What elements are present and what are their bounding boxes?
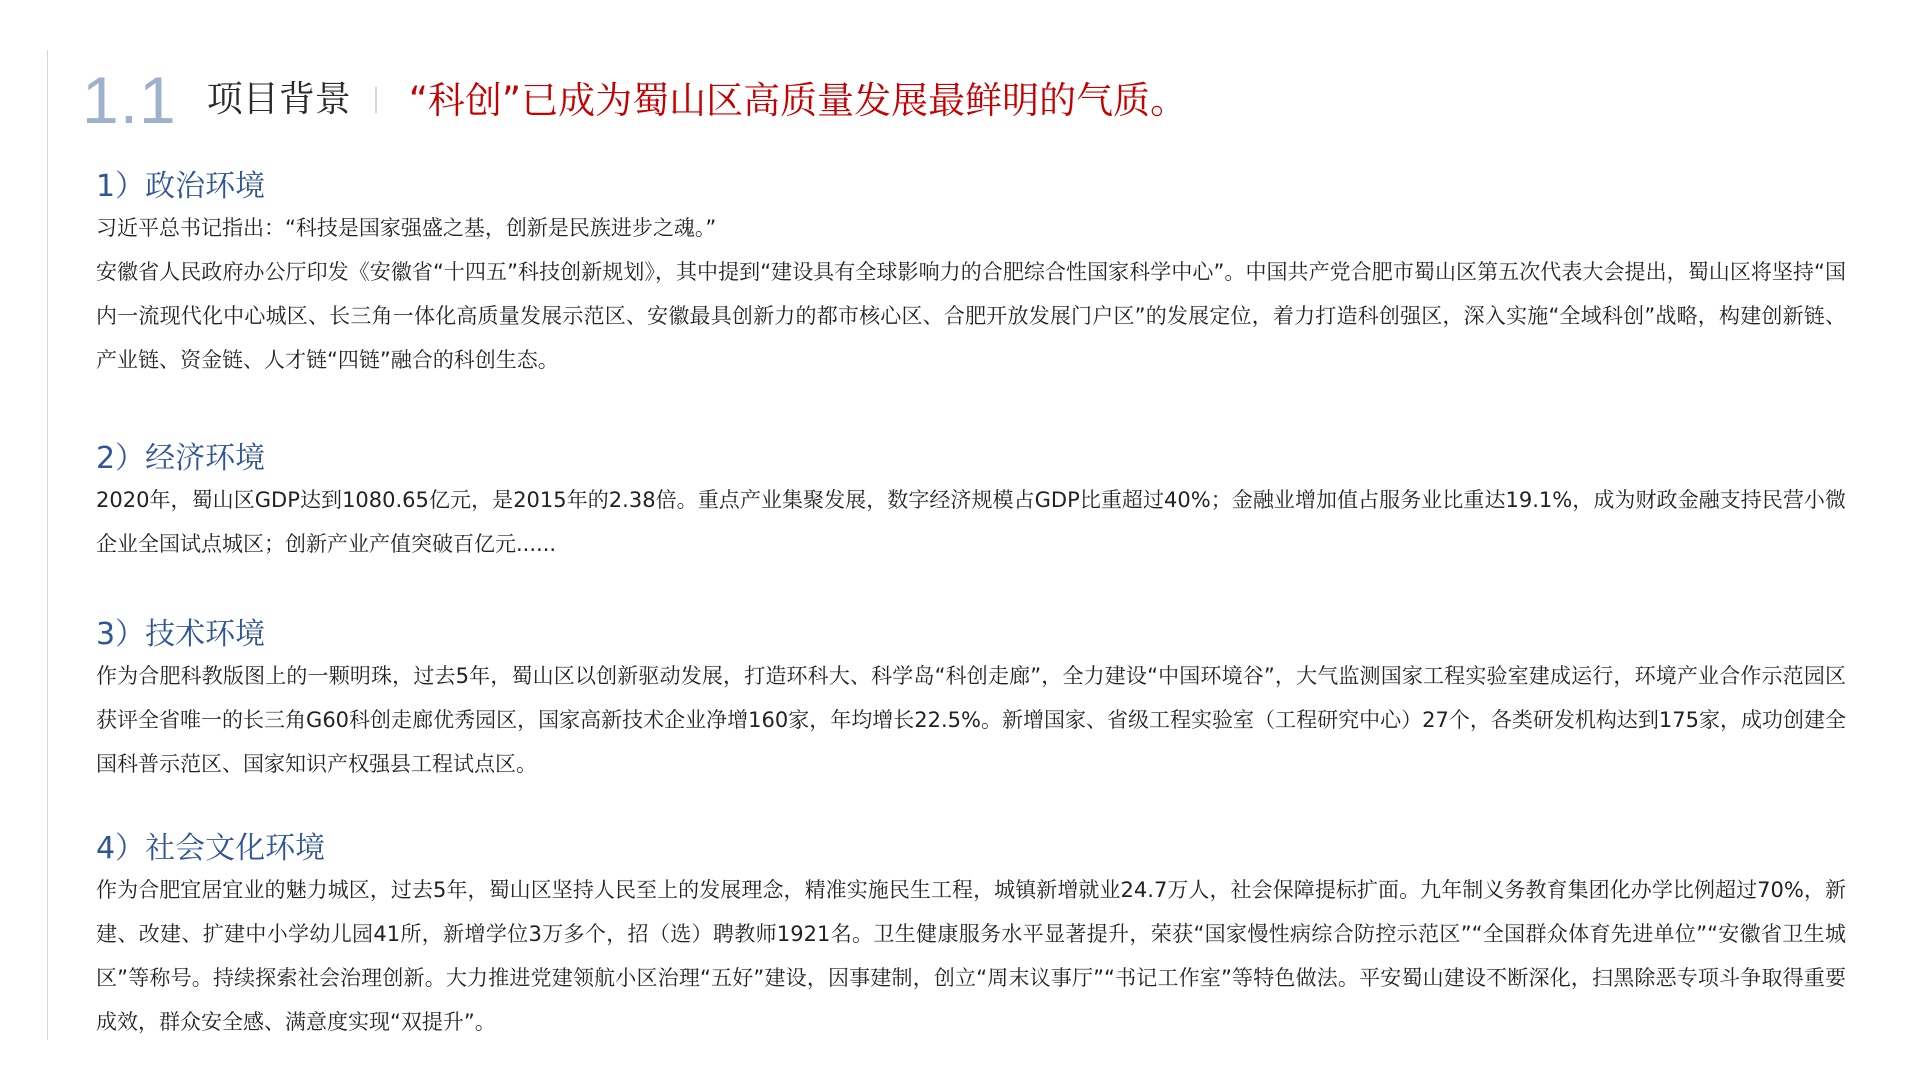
paragraph: 作为合肥科教版图上的一颗明珠，过去5年，蜀山区以创新驱动发展，打造环科大、科学岛“科创走廊”，全力建设“中国环境谷”，大气监测国家工程实验室建成运行，环境产业合作示范园区获评全省唯一的长三角G60科创走廊优秀园区，国家高新技术企业净增160家，年均增长22.5%。新增国家、省级工程实验室（工程研究中心）27个，各类研发机构达到175家，成功创建全国科普示范区、国家知识产权强县工程试点区。	[96, 664, 1846, 776]
section-heading-technology: 3）技术环境	[96, 617, 266, 652]
main-content	[96, 168, 1846, 1044]
paragraph: 安徽省人民政府办公厅印发《安徽省“十四五”科技创新规划》，其中提到“建设具有全球影响力的合肥综合性国家科学中心”。中国共产党合肥市蜀山区第五次代表大会提出，蜀山区将坚持“国内一流现代化中心城区、长三角一体化高质量发展示范区、安徽最具创新力的都市核心区、合肥开放发展门户区”的发展定位，着力打造科创强区，深入实施“全域科创”战略，构建创新链、产业链、资金链、人才链“四链”融合的科创生态。	[96, 260, 1846, 372]
headline: “科创”已成为蜀山区高质量发展最鲜明的气质。	[408, 78, 1188, 122]
section-political	[96, 168, 1846, 382]
section-heading-political: 1）政治环境	[96, 169, 266, 204]
section-title: 项目背景	[206, 79, 351, 120]
section-economic	[96, 440, 1846, 566]
section-number: 1.1	[82, 63, 177, 137]
section-heading-social-culture: 4）社会文化环境	[96, 831, 326, 866]
paragraph: 2020年，蜀山区GDP达到1080.65亿元，是2015年的2.38倍。重点产业集聚发展，数字经济规模占GDP比重超过40%；金融业增加值占服务业比重达19.1%，成为财政金融支持民营小微企业全国试点城区；创新产业产值突破百亿元......	[96, 488, 1846, 556]
paragraph: 习近平总书记指出：“科技是国家强盛之基，创新是民族进步之魂。”	[96, 216, 717, 240]
left-margin-rule	[47, 50, 48, 1040]
section-technology	[96, 616, 1846, 786]
header-divider	[375, 87, 377, 113]
section-body-economic	[96, 478, 1846, 566]
section-social-culture	[96, 830, 1846, 1044]
section-body-social-culture	[96, 868, 1846, 1044]
section-body-technology	[96, 654, 1846, 786]
page-header	[82, 60, 1187, 140]
paragraph: 作为合肥宜居宜业的魅力城区，过去5年，蜀山区坚持人民至上的发展理念，精准实施民生工程，城镇新增就业24.7万人，社会保障提标扩面。九年制义务教育集团化办学比例超过70%，新建、改建、扩建中小学幼儿园41所，新增学位3万多个，招（选）聘教师1921名。卫生健康服务水平显著提升，荣获“国家慢性病综合防控示范区”“全国群众体育先进单位”“安徽省卫生城区”等称号。持续探索社会治理创新。大力推进党建领航小区治理“五好”建设，因事建制，创立“周末议事厅”“书记工作室”等特色做法。平安蜀山建设不断深化，扫黑除恶专项斗争取得重要成效，群众安全感、满意度实现“双提升”。	[96, 878, 1846, 1034]
section-body-political	[96, 206, 1846, 382]
section-heading-economic: 2）经济环境	[96, 441, 266, 476]
